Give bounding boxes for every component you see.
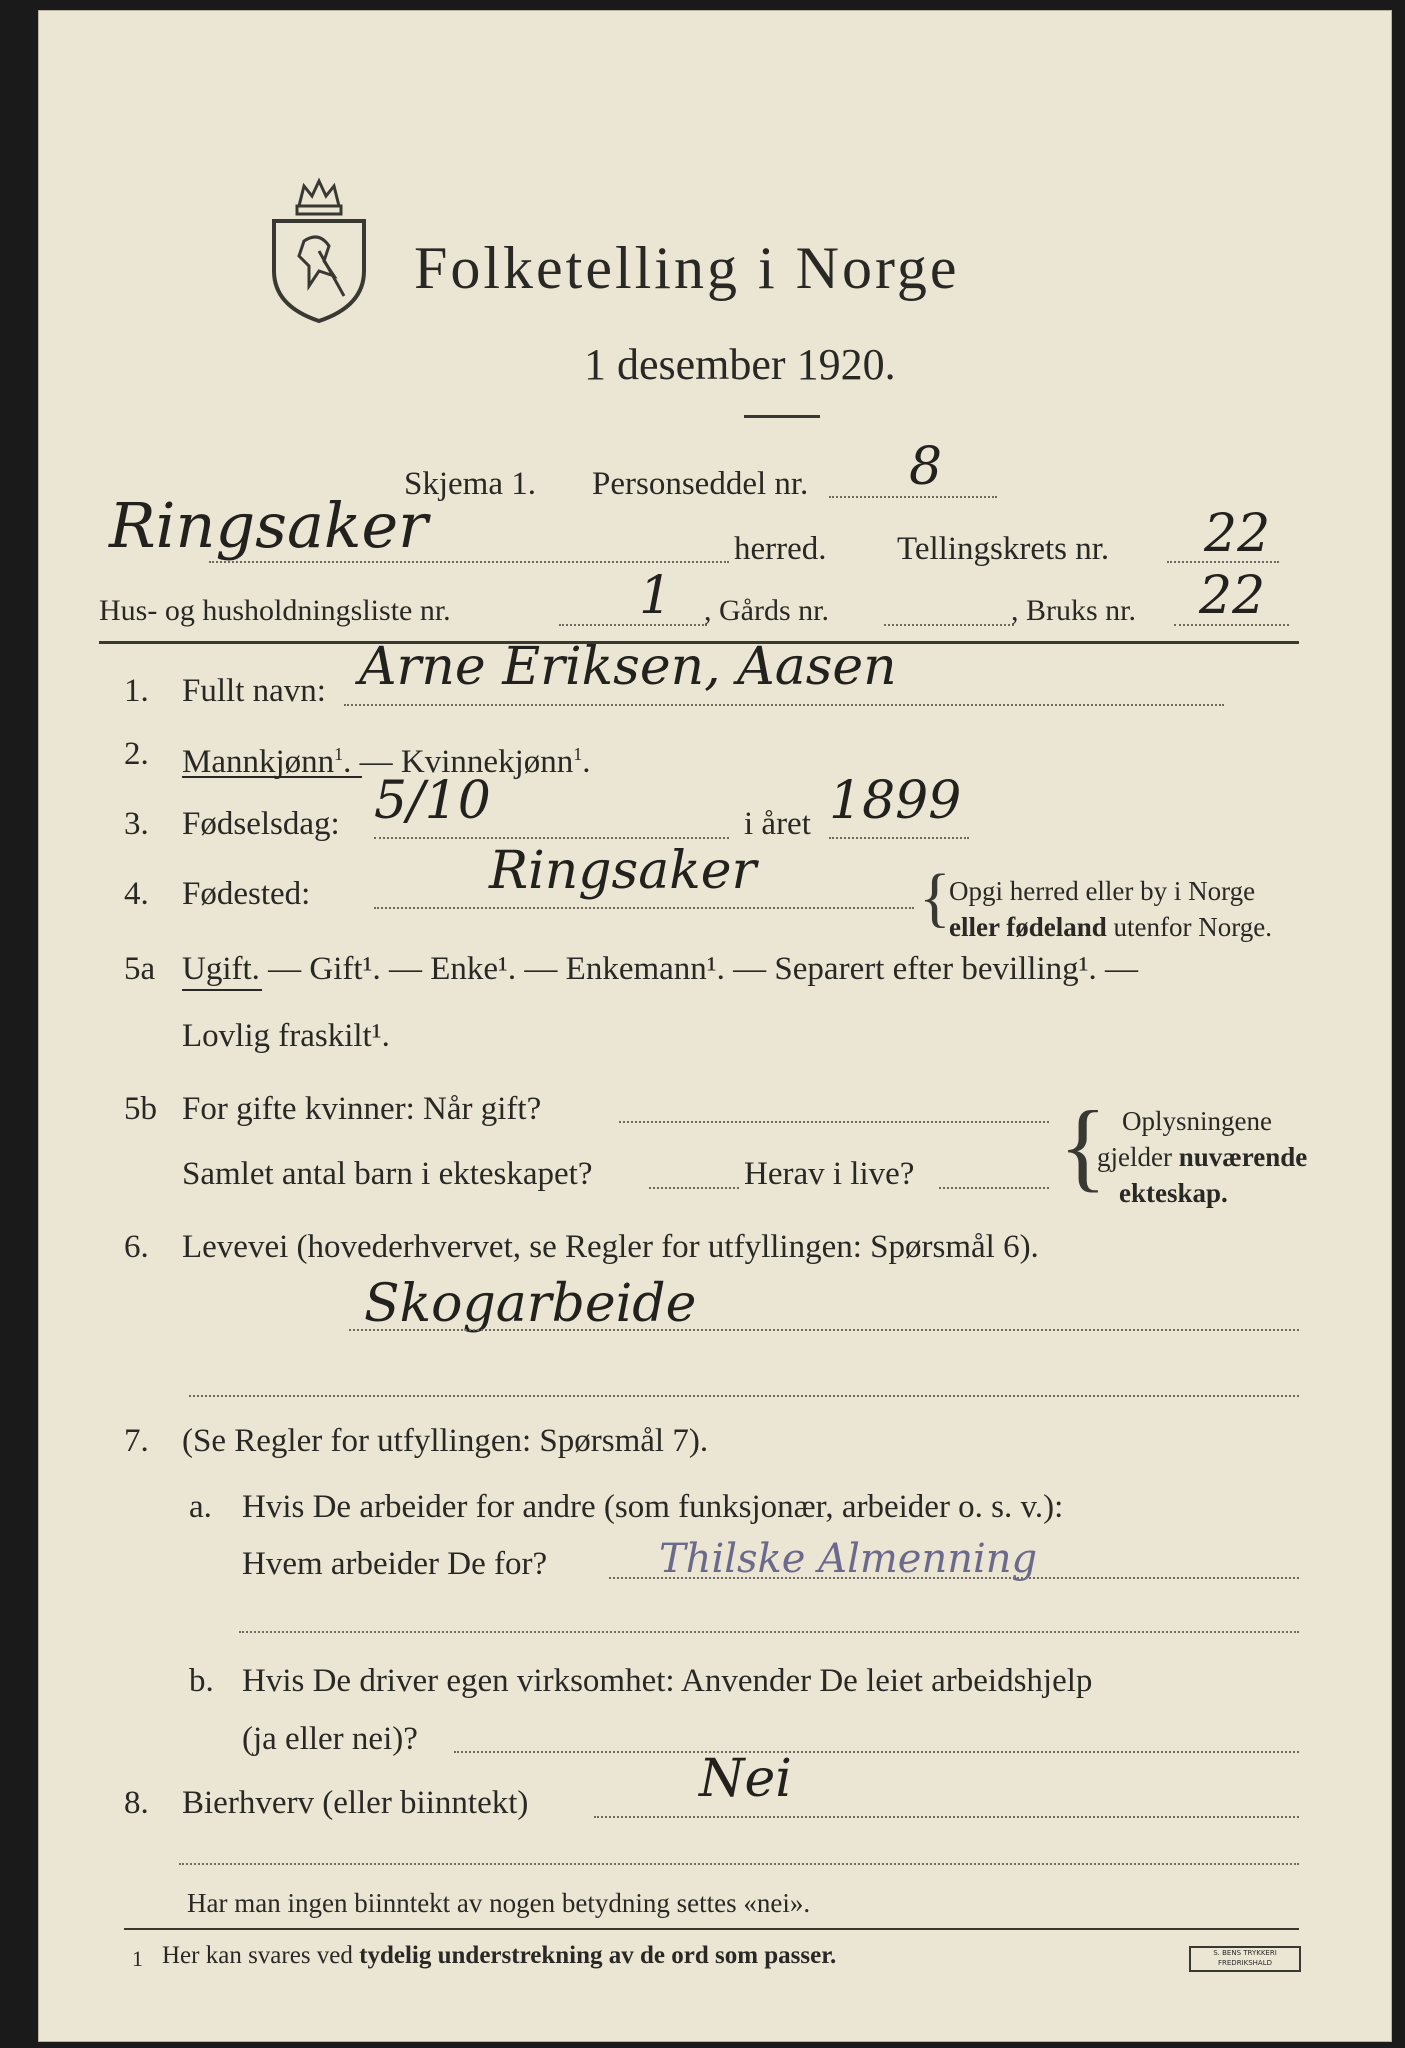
q1-value: Arne Eriksen, Aasen: [359, 637, 897, 697]
norway-coat-of-arms-icon: [264, 176, 374, 326]
q5b-note2: gjelder: [1097, 1142, 1179, 1172]
q5a-ugift-option[interactable]: Ugift: [182, 951, 252, 987]
q6-label: Levevei (hovederhvervet, se Regler for utfyllingen: Spørsmål 6).: [182, 1229, 1039, 1265]
q5b-note1: Oplysningene: [1122, 1106, 1272, 1136]
q8-field-2[interactable]: [179, 1863, 1299, 1865]
q4-field[interactable]: [374, 907, 914, 909]
gards-field[interactable]: [884, 624, 1014, 626]
footnote-bold: tydelig understrekning av de ord som passer.: [359, 1942, 837, 1969]
q5b-line2: Samlet antal barn i ekteskapet?: [182, 1156, 593, 1192]
printer-stamp: S. BENS TRYKKERI FREDRIKSHALD: [1189, 1946, 1301, 1972]
q2-number: 2.: [124, 736, 149, 772]
q3-value: 5/10: [374, 771, 491, 831]
q7b-line1: Hvis De driver egen virksomhet: Anvender De leiet arbeidshjelp: [242, 1663, 1093, 1699]
skjema-label: Skjema 1.: [404, 466, 536, 502]
gards-label: , Gårds nr.: [704, 594, 829, 627]
q7a-line1: Hvis De arbeider for andre (som funksjonær, arbeider o. s. v.):: [242, 1489, 1064, 1525]
q4-value: Ringsaker: [489, 841, 757, 901]
census-date: 1 desember 1920.: [584, 340, 896, 389]
q3-date-field[interactable]: [374, 837, 729, 839]
q3-year-value: 1899: [829, 771, 962, 831]
footer-divider: [124, 1928, 1299, 1930]
tellingskrets-label: Tellingskrets nr.: [897, 531, 1110, 567]
q5b-children-field[interactable]: [649, 1187, 739, 1189]
q5b-alive-field[interactable]: [939, 1187, 1049, 1189]
q5a-line2[interactable]: Lovlig fraskilt¹.: [182, 1018, 390, 1054]
q6-number: 6.: [124, 1229, 149, 1265]
q3-label: Fødselsdag:: [182, 806, 340, 842]
herred-field[interactable]: [209, 561, 729, 563]
hus-label: Hus- og husholdningsliste nr.: [99, 594, 451, 627]
q4-number: 4.: [124, 876, 149, 912]
q1-number: 1.: [124, 673, 149, 709]
q8-number: 8.: [124, 1785, 149, 1821]
q5a-ugift-underline: [182, 989, 262, 991]
hus-field[interactable]: [559, 624, 707, 626]
q7-label: (Se Regler for utfyllingen: Spørsmål 7).: [182, 1423, 709, 1459]
q3-year-field[interactable]: [829, 837, 969, 839]
census-form: [38, 10, 1392, 2042]
q5b-number: 5b: [124, 1091, 157, 1127]
q5b-married-field[interactable]: [619, 1121, 1049, 1123]
title-divider: [744, 415, 820, 418]
q6-field-1[interactable]: [349, 1329, 1299, 1331]
q3-year-label: i året: [744, 806, 811, 842]
q2-end: .: [582, 744, 591, 780]
q2-female-option[interactable]: Kvinnekjønn: [400, 744, 574, 780]
q2-male-option[interactable]: Mannkjønn: [182, 744, 335, 780]
q7b-field[interactable]: [454, 1751, 1299, 1753]
bruks-value: 22: [1199, 566, 1266, 626]
personseddel-value: 8: [909, 437, 943, 497]
q1-field[interactable]: [344, 704, 1224, 706]
q7a-label: a.: [189, 1489, 212, 1525]
bruks-label: , Bruks nr.: [1011, 594, 1137, 627]
q7a-value: Thilske Almenning: [659, 1536, 1038, 1582]
q4-label: Fødested:: [182, 876, 311, 912]
q5b-note2-bold: nuværende: [1178, 1142, 1308, 1172]
q7a-field-2[interactable]: [239, 1631, 1299, 1633]
q7a-line2: Hvem arbeider De for?: [242, 1546, 548, 1582]
hus-value: 1: [639, 566, 673, 626]
herred-label: herred.: [734, 531, 827, 567]
footer-note: Har man ingen biinntekt av nogen betydning settes «nei».: [187, 1888, 811, 1918]
q5a-other-options[interactable]: . — Gift¹. — Enke¹. — Enkemann¹. — Separert efter bevilling¹. —: [251, 951, 1139, 987]
q4-note-line1: Opgi herred eller by i Norge: [949, 876, 1256, 906]
q8-label: Bierhverv (eller biinntekt): [182, 1785, 529, 1821]
q4-brace: {: [919, 861, 951, 934]
q5b-line1: For gifte kvinner: Når gift?: [182, 1091, 542, 1127]
q8-field[interactable]: [594, 1816, 1299, 1818]
q3-number: 3.: [124, 806, 149, 842]
q5b-line2b: Herav i live?: [744, 1156, 915, 1192]
q8-value: Nei: [699, 1749, 792, 1809]
q4-note-rest: utenfor Norge.: [1106, 912, 1272, 942]
form-title: Folketelling i Norge: [414, 235, 960, 301]
q2-footnote-ref-2: 1: [573, 744, 583, 764]
personseddel-label: Personseddel nr.: [592, 466, 809, 502]
q2-separator: . —: [343, 744, 401, 780]
q5b-brace: {: [1059, 1090, 1107, 1201]
q2-footnote-ref: 1: [334, 744, 344, 764]
q7b-label: b.: [189, 1663, 214, 1699]
q7-number: 7.: [124, 1423, 149, 1459]
q5b-note3: ekteskap.: [1119, 1178, 1228, 1208]
footnote-number: 1: [132, 1946, 143, 1971]
q6-field-2[interactable]: [189, 1395, 1299, 1397]
q7b-line2: (ja eller nei)?: [242, 1721, 418, 1757]
q6-value: Skogarbeide: [364, 1274, 697, 1334]
tellingskrets-value: 22: [1204, 504, 1271, 564]
herred-value: Ringsaker: [109, 489, 428, 562]
q5a-number: 5a: [124, 951, 156, 987]
q4-note-bold: eller fødeland: [949, 912, 1107, 942]
footnote-text: Her kan svares ved: [162, 1942, 360, 1969]
q2-male-underline: [182, 776, 362, 778]
q1-label: Fullt navn:: [182, 673, 326, 709]
